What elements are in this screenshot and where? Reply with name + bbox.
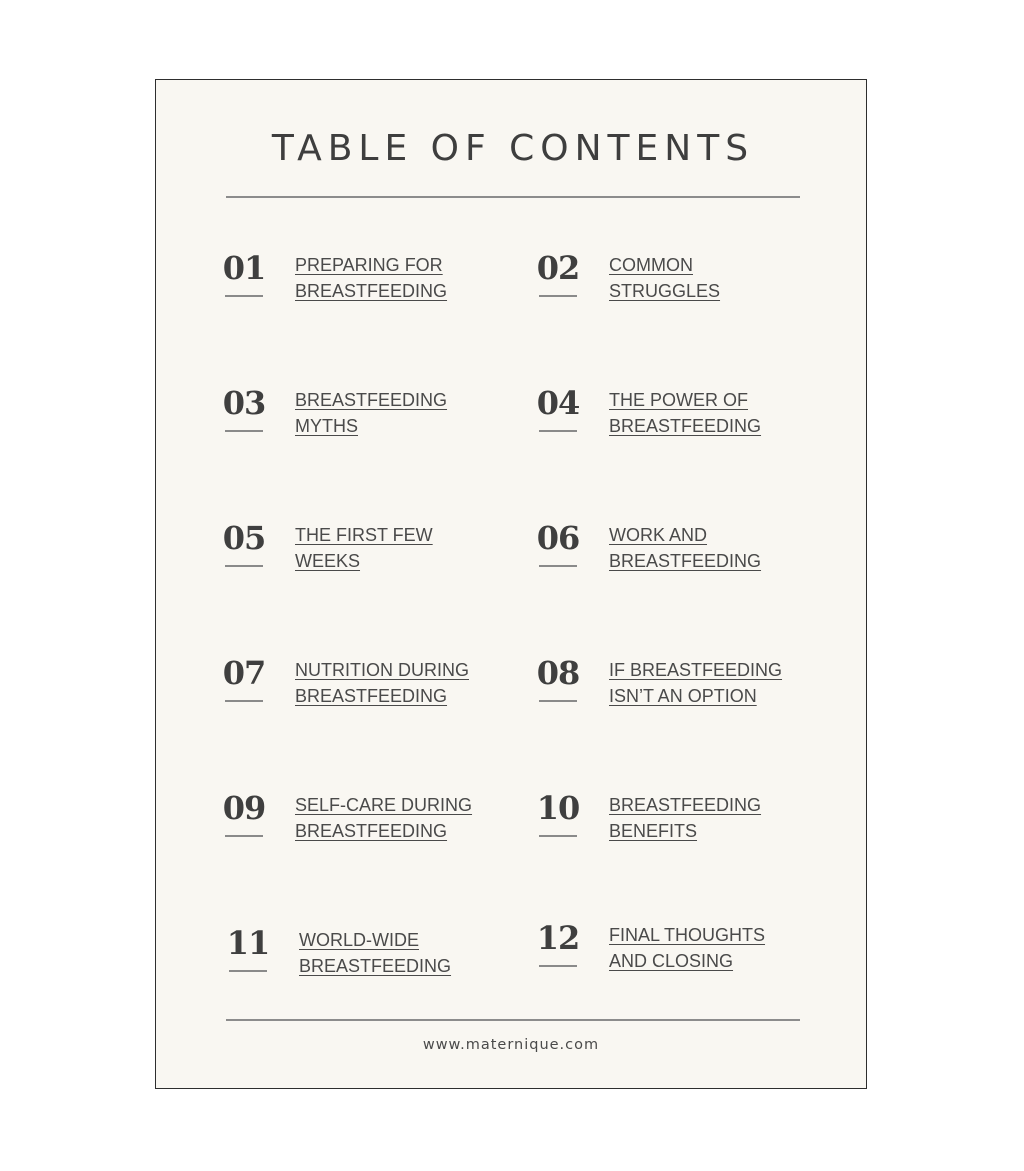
number-underline — [225, 430, 263, 432]
number-underline — [539, 835, 577, 837]
chapter-title-line-2: BREASTFEEDING — [609, 551, 762, 571]
chapter-number: 01 — [222, 249, 266, 287]
toc-entry-06 — [535, 519, 815, 592]
toc-entry-11 — [225, 924, 505, 997]
chapter-title-line-2: BREASTFEEDING — [295, 686, 448, 706]
toc-entry-03 — [221, 384, 501, 457]
chapter-number: 04 — [536, 384, 580, 422]
chapter-title-line-2: BREASTFEEDING — [295, 281, 448, 301]
document-page — [155, 79, 867, 1089]
chapter-number: 07 — [222, 654, 266, 692]
chapter-title-line-1: BREASTFEEDING — [609, 795, 762, 815]
toc-entry-08 — [535, 654, 815, 727]
chapter-link[interactable] — [295, 792, 505, 844]
chapter-title-line-2: WEEKS — [295, 551, 361, 571]
chapter-link[interactable] — [295, 657, 505, 709]
chapter-link[interactable] — [295, 387, 505, 439]
toc-entry-12 — [535, 919, 815, 992]
number-underline — [225, 295, 263, 297]
number-underline — [539, 565, 577, 567]
toc-entry-10 — [535, 789, 815, 862]
chapter-title-line-2: MYTHS — [295, 416, 358, 436]
chapter-number: 10 — [536, 789, 580, 827]
toc-entry-02 — [535, 249, 815, 322]
toc-entry-04 — [535, 384, 815, 457]
toc-entry-09 — [221, 789, 501, 862]
chapter-number: 02 — [536, 249, 580, 287]
chapter-title-line-2: ISN’T AN OPTION — [609, 686, 757, 706]
chapter-title-line-2: STRUGGLES — [609, 281, 721, 301]
chapter-title-line-1: FINAL THOUGHTS — [609, 925, 766, 945]
chapter-number: 08 — [536, 654, 580, 692]
bottom-divider — [226, 1019, 800, 1021]
number-underline — [539, 965, 577, 967]
chapter-title-line-1: SELF-CARE DURING — [295, 795, 473, 815]
chapter-title-line-1: THE FIRST FEW — [295, 525, 433, 545]
chapter-link[interactable] — [609, 657, 819, 709]
chapter-title-line-1: WORK AND — [609, 525, 708, 545]
chapter-link[interactable] — [609, 522, 819, 574]
chapter-title-line-2: BREASTFEEDING — [299, 956, 452, 976]
chapter-number: 06 — [536, 519, 580, 557]
chapter-link[interactable] — [295, 522, 505, 574]
number-underline — [539, 295, 577, 297]
toc-entry-05 — [221, 519, 501, 592]
toc-entry-01 — [221, 249, 501, 322]
chapter-link[interactable] — [609, 792, 819, 844]
chapter-link[interactable] — [295, 252, 505, 304]
chapter-link[interactable] — [609, 922, 819, 974]
number-underline — [225, 700, 263, 702]
chapter-title-line-1: THE POWER OF — [609, 390, 748, 410]
number-underline — [229, 970, 267, 972]
chapter-number: 11 — [226, 924, 270, 962]
chapter-link[interactable] — [609, 252, 819, 304]
number-underline — [539, 430, 577, 432]
chapter-link[interactable] — [299, 927, 509, 979]
chapter-title-line-1: NUTRITION DURING — [295, 660, 469, 680]
chapter-title-line-1: BREASTFEEDING — [295, 390, 448, 410]
number-underline — [539, 700, 577, 702]
chapter-title-line-1: WORLD-WIDE — [299, 930, 419, 950]
top-divider — [226, 196, 800, 198]
chapter-number: 12 — [536, 919, 580, 957]
chapter-title-line-2: BREASTFEEDING — [609, 416, 762, 436]
chapter-link[interactable] — [609, 387, 819, 439]
chapter-title-line-1: COMMON — [609, 255, 693, 275]
chapter-number: 09 — [222, 789, 266, 827]
chapter-number: 03 — [222, 384, 266, 422]
chapter-title-line-2: BENEFITS — [609, 821, 698, 841]
chapter-title-line-1: PREPARING FOR — [295, 255, 443, 275]
chapter-title-line-1: IF BREASTFEEDING — [609, 660, 783, 680]
page-title: TABLE OF CONTENTS — [271, 128, 755, 169]
number-underline — [225, 565, 263, 567]
website-footer: www.maternique.com — [422, 1037, 600, 1053]
number-underline — [225, 835, 263, 837]
toc-entry-07 — [221, 654, 501, 727]
chapter-title-line-2: AND CLOSING — [609, 951, 734, 971]
chapter-number: 05 — [222, 519, 266, 557]
chapter-title-line-2: BREASTFEEDING — [295, 821, 448, 841]
